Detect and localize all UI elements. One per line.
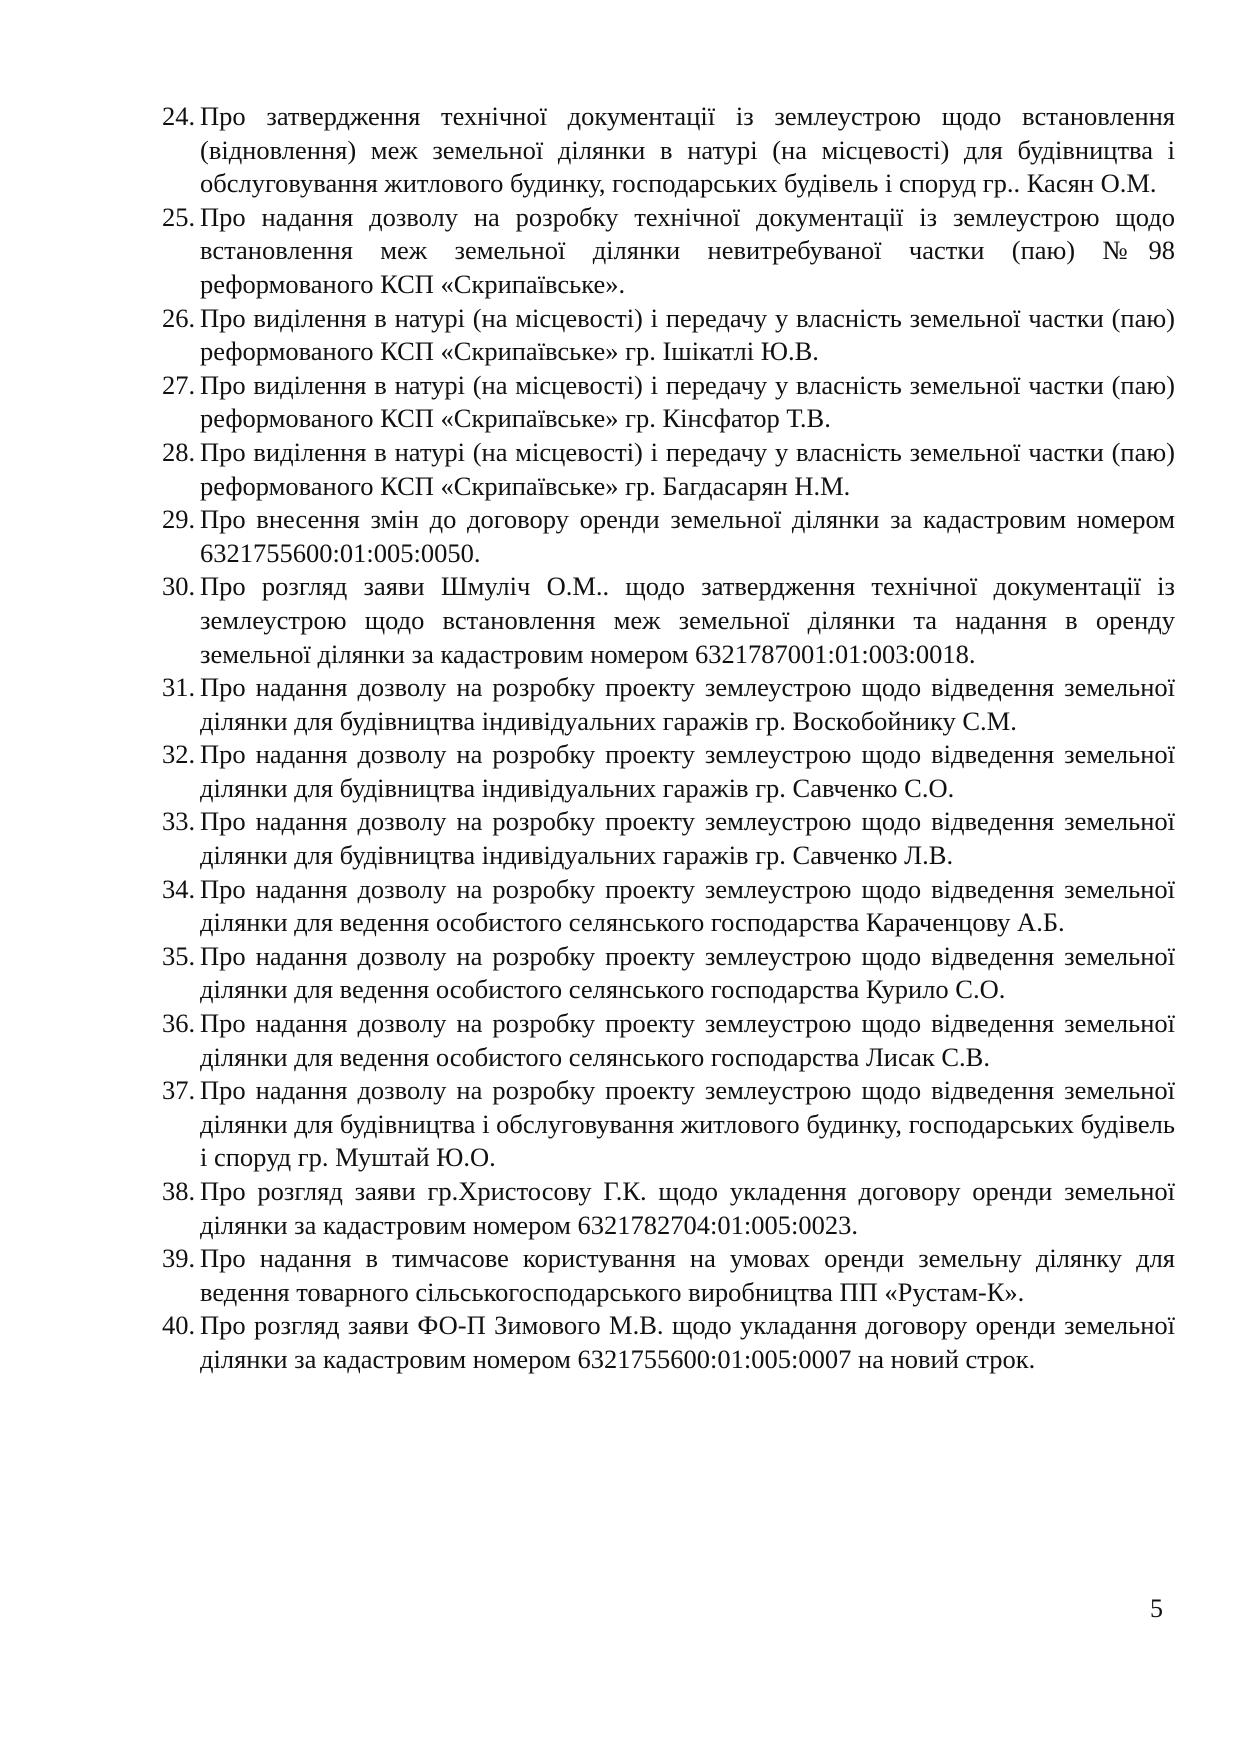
item-number: 30. — [162, 571, 196, 602]
item-number: 39. — [162, 1243, 196, 1274]
item-number: 29. — [162, 504, 196, 535]
item-number: 35. — [162, 940, 196, 971]
agenda-item — [162, 570, 1175, 671]
item-number: 40. — [162, 1310, 196, 1341]
agenda-item — [162, 369, 1175, 436]
item-text: Про внесення змін до договору оренди земельної ділянки за кадастровим номером 6321755600:01:005:0050. — [200, 504, 1175, 568]
agenda-item — [162, 1074, 1175, 1175]
item-text: Про надання дозволу на розробку проекту землеустрою щодо відведення земельної ділянки для будівництва індивідуальних гаражів гр. Савченко Л.В. — [200, 806, 1175, 871]
item-text: Про надання дозволу на розробку проекту землеустрою щодо відведення земельної ділянки для будівництва індивідуальних гаражів гр. Савченко С.О. — [200, 739, 1175, 803]
item-text: Про виділення в натурі (на місцевості) і передачу у власність земельної частки (паю) реформованого КСП «Скрипаївське» гр. Кінсфатор Т.В. — [200, 369, 1175, 434]
item-number: 31. — [162, 672, 196, 703]
item-text: Про розгляд заяви ФО-П Зимового М.В. щодо укладання договору оренди земельної ділянки за кадастровим номером 6321755600:01:005:0007 на новий строк. — [200, 1310, 1175, 1374]
item-number: 28. — [162, 436, 196, 467]
item-text: Про надання дозволу на розробку технічної документації із землеустрою щодо встановлення меж земельної ділянки невитребуваної частки (паю) №98 реформованого КСП «Скрипаївське». — [200, 201, 1175, 299]
agenda-list — [162, 100, 1175, 1377]
item-text: Про надання дозволу на розробку проекту землеустрою щодо відведення земельної ділянки для ведення особистого селянського господарства Лисак С.В. — [200, 1008, 1175, 1072]
item-text: Про надання дозволу на розробку проекту землеустрою щодо відведення земельної ділянки для будівництва і обслуговування житлового будинку, господарських будівель і споруд гр. Муштай Ю.О. — [200, 1075, 1175, 1173]
item-number: 24. — [162, 101, 196, 131]
item-number: 38. — [162, 1176, 196, 1206]
item-text: Про надання дозволу на розробку проекту землеустрою щодо відведення земельної ділянки для ведення особистого селянського господарства Караченцову А.Б. — [200, 873, 1175, 938]
item-text: Про розгляд заяви Шмуліч О.М.. щодо затвердження технічної документації із землеустрою щодо встановлення меж земельної ділянки та надання в оренду земельної ділянки за кадастровим номером 6321787001:01:003:0018. — [200, 571, 1175, 669]
agenda-item — [162, 1242, 1175, 1309]
item-text: Про розгляд заяви гр.Христосову Г.К. щодо укладення договору оренди земельної ділянки за кадастровим номером 6321782704:01:005:0023. — [200, 1176, 1175, 1240]
item-number: 37. — [162, 1075, 196, 1106]
agenda-item — [162, 1175, 1175, 1242]
agenda-item — [162, 302, 1175, 369]
agenda-item — [162, 201, 1175, 302]
agenda-item — [162, 805, 1175, 872]
item-number: 36. — [162, 1008, 196, 1039]
item-number: 33. — [162, 806, 196, 837]
agenda-item — [162, 940, 1175, 1007]
agenda-item — [162, 671, 1175, 738]
item-number: 32. — [162, 739, 196, 770]
item-text: Про надання в тимчасове користування на умовах оренди земельну ділянку для ведення товарного сільськогосподарського виробництва ПП «Рустам-К». — [200, 1243, 1175, 1307]
item-number: 34. — [162, 873, 196, 904]
item-number: 25. — [162, 201, 196, 232]
item-text: Про виділення в натурі (на місцевості) і передачу у власність земельної частки (паю) реформованого КСП «Скрипаївське» гр. Багдасарян Н.М. — [200, 436, 1175, 501]
agenda-item — [162, 1309, 1175, 1376]
item-number: 27. — [162, 369, 196, 400]
item-text: Про надання дозволу на розробку проекту землеустрою щодо відведення земельної ділянки для ведення особистого селянського господарства Курило С.О. — [200, 940, 1175, 1005]
agenda-item — [162, 100, 1175, 201]
page-number: 5 — [1150, 1594, 1163, 1623]
agenda-item — [162, 1007, 1175, 1074]
agenda-item — [162, 503, 1175, 570]
agenda-item — [162, 873, 1175, 940]
agenda-item — [162, 436, 1175, 503]
item-text: Про надання дозволу на розробку проекту землеустрою щодо відведення земельної ділянки для будівництва індивідуальних гаражів гр. Воскобойнику С.М. — [200, 672, 1175, 736]
agenda-item — [162, 738, 1175, 805]
item-text: Про затвердження технічної документації із землеустрою щодо встановлення (відновлення) меж земельної ділянки в натурі (на місцевості) для будівництва і обслуговування житлового будинку, господарських будівель і споруд гр.. Касян О.М. — [200, 101, 1175, 199]
item-number: 26. — [162, 302, 196, 333]
item-text: Про виділення в натурі (на місцевості) і передачу у власність земельної частки (паю) реформованого КСП «Скрипаївське» гр. Ішікатлі Ю.В. — [200, 302, 1175, 367]
